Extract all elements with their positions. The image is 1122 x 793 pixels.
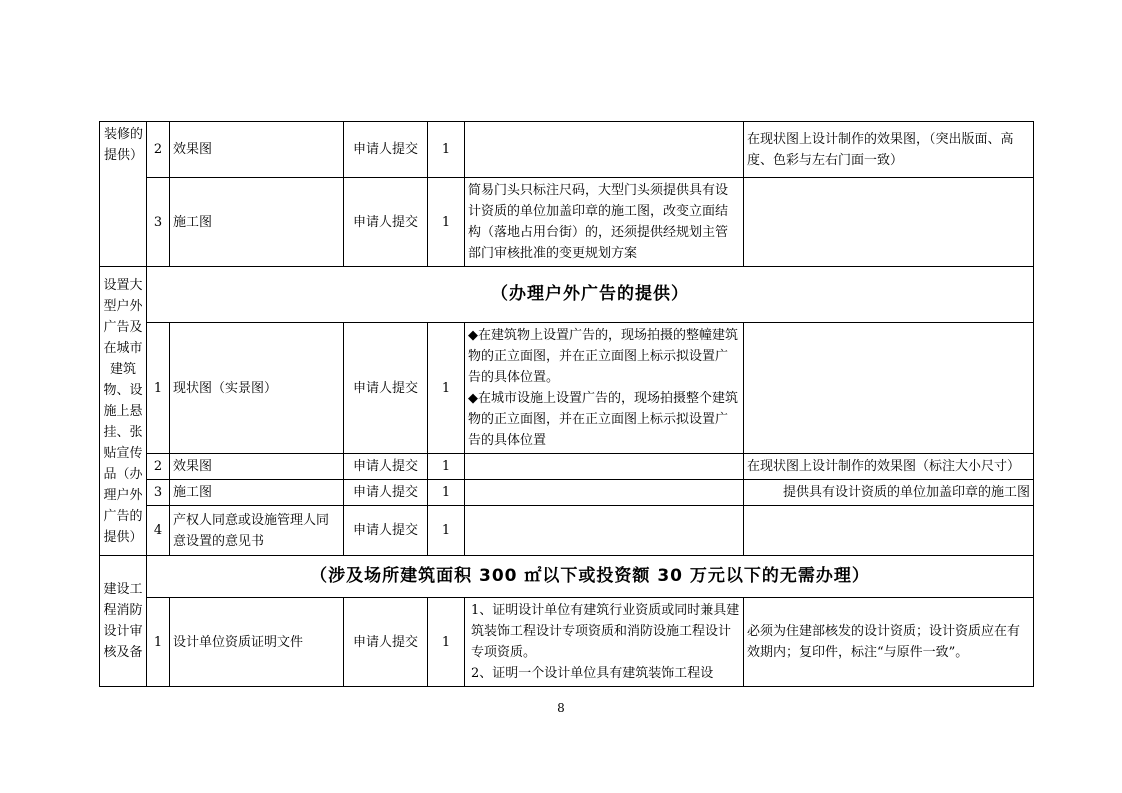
copy-count: 1 [428, 454, 465, 480]
submitter: 申请人提交 [344, 454, 428, 480]
copy-count: 1 [428, 506, 465, 556]
table-row [100, 506, 1034, 556]
table-row [100, 178, 1034, 267]
row-number: 1 [147, 323, 170, 454]
page-number: 8 [557, 701, 565, 715]
copy-count: 1 [428, 480, 465, 506]
copy-count: 1 [428, 323, 465, 454]
note [744, 178, 1034, 267]
description [465, 598, 744, 687]
copy-count: 1 [428, 598, 465, 687]
row-number: 2 [147, 454, 170, 480]
submitter: 申请人提交 [344, 598, 428, 687]
submitter: 申请人提交 [344, 506, 428, 556]
table-row [100, 323, 1034, 454]
material-name: 效果图 [170, 122, 344, 178]
note [744, 323, 1034, 454]
table-row [100, 480, 1034, 506]
row-number: 4 [147, 506, 170, 556]
submitter: 申请人提交 [344, 122, 428, 178]
copy-count: 1 [428, 122, 465, 178]
row-number: 1 [147, 598, 170, 687]
submitter: 申请人提交 [344, 323, 428, 454]
description-part: ◆在建筑物上设置广告的，现场拍摄的整幢建筑物的正立面图，并在正立面图上标示拟设置广告的具体位置。 [468, 328, 738, 385]
note: 在现状图上设计制作的效果图（标注大小尺寸） [744, 454, 1034, 480]
description [465, 480, 744, 506]
category-cell: 装修的提供） [100, 122, 147, 267]
note [744, 506, 1034, 556]
table-row [100, 454, 1034, 480]
row-number: 2 [147, 122, 170, 178]
material-name: 效果图 [170, 454, 344, 480]
copy-count: 1 [428, 178, 465, 267]
material-name: 施工图 [170, 178, 344, 267]
description [465, 122, 744, 178]
description-part: 2、证明一个设计单位具有建筑装饰工程设 [471, 666, 714, 681]
table-row [100, 598, 1034, 687]
note: 提供具有设计资质的单位加盖印章的施工图 [744, 480, 1034, 506]
submitter: 申请人提交 [344, 480, 428, 506]
row-number: 3 [147, 480, 170, 506]
material-name: 设计单位资质证明文件 [170, 598, 344, 687]
category-cell: 设置大型户外广告及在城市建筑物、设施上悬挂、张贴宣传品（办理户外广告的提供） [100, 267, 147, 556]
requirements-table [99, 121, 1034, 687]
description-part: 1、证明设计单位有建筑行业资质或同时兼具建筑装饰工程设计专项资质和消防设施工程设计专项资质。 [471, 603, 740, 660]
material-name: 产权人同意或设施管理人同意设置的意见书 [170, 506, 344, 556]
material-name: 施工图 [170, 480, 344, 506]
section-banner: （办理户外广告的提供） [147, 267, 1034, 323]
note: 必须为住建部核发的设计资质；设计资质应在有效期内；复印件，标注“与原件一致”。 [744, 598, 1034, 687]
description [465, 454, 744, 480]
description [465, 323, 744, 454]
description-part: ◆在城市设施上设置广告的，现场拍摄整个建筑物的正立面图，并在正立面图上标示拟设置广告的具体位置 [468, 391, 738, 448]
banner-row [100, 267, 1034, 323]
description [465, 506, 744, 556]
material-name: 现状图（实景图） [170, 323, 344, 454]
banner-row [100, 556, 1034, 598]
row-number: 3 [147, 178, 170, 267]
submitter: 申请人提交 [344, 178, 428, 267]
note: 在现状图上设计制作的效果图，（突出版面、高度、色彩与左右门面一致） [744, 122, 1034, 178]
table-row [100, 122, 1034, 178]
category-cell: 建设工程消防设计审核及备 [100, 556, 147, 687]
section-banner: （涉及场所建筑面积 300 ㎡以下或投资额 30 万元以下的无需办理） [147, 556, 1034, 598]
description: 简易门头只标注尺码，大型门头须提供具有设计资质的单位加盖印章的施工图，改变立面结构（落地占用台街）的，还须提供经规划主管部门审核批准的变更规划方案 [465, 178, 744, 267]
